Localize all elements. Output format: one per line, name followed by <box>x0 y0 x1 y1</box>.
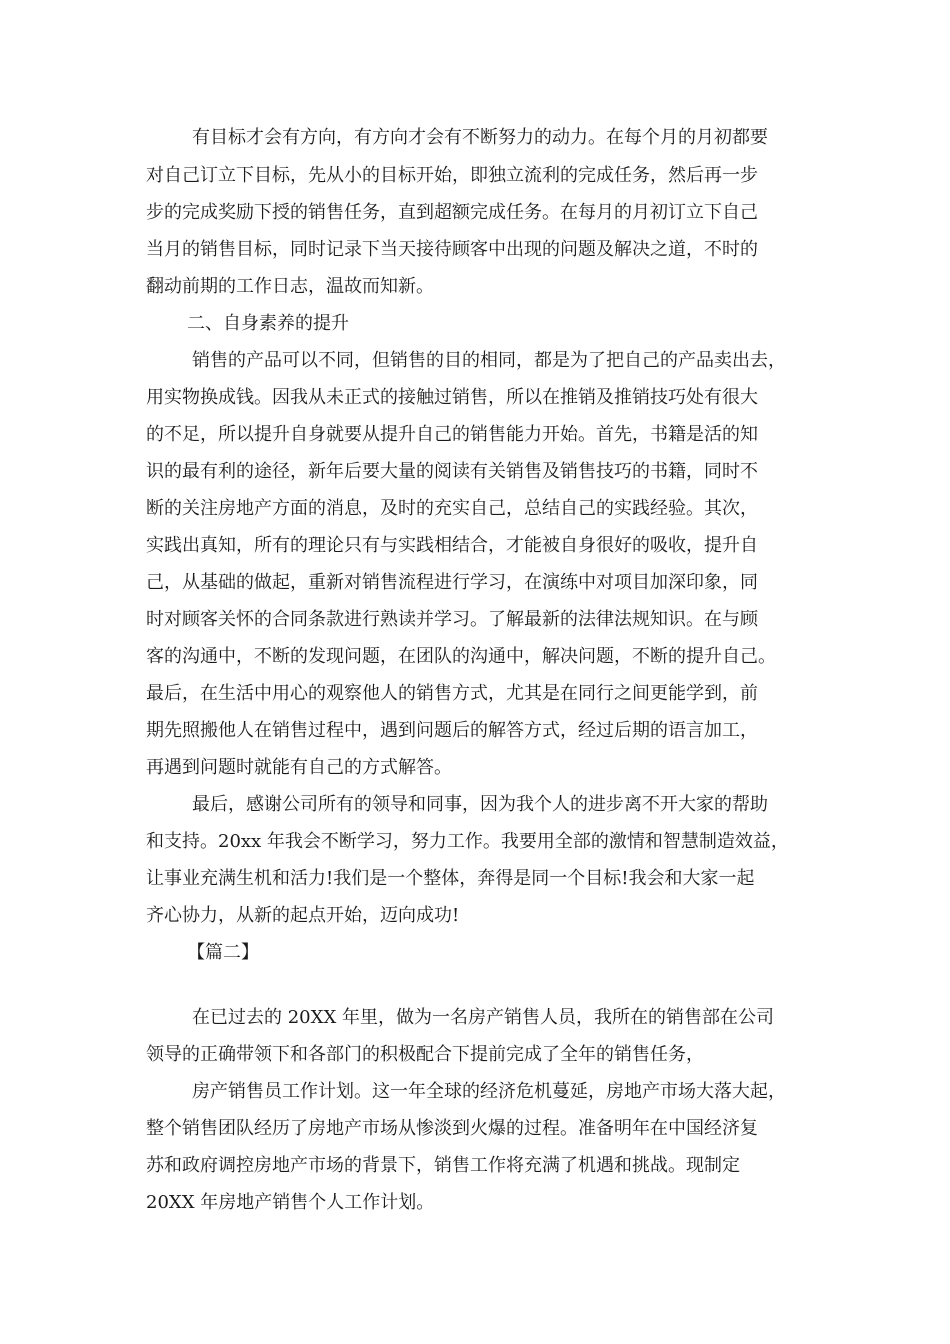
paragraph-plan-line: 20XX 年房地产销售个人工作计划。 <box>146 1192 435 1213</box>
paragraph-goals-line: 翻动前期的工作日志，温故而知新。 <box>146 276 434 297</box>
paragraph-sales-skill-line: 最后，在生活中用心的观察他人的销售方式，尤其是在同行之间更能学到，前 <box>146 683 758 704</box>
paragraph-thanks-line: 让事业充满生机和活力!我们是一个整体，奔得是同一个目标!我会和大家一起 <box>146 868 755 889</box>
paragraph-sales-skill-line: 断的关注房地产方面的消息，及时的充实自己，总结自己的实践经验。其次， <box>146 498 758 519</box>
paragraph-sales-skill-line: 识的最有利的途径，新年后要大量的阅读有关销售及销售技巧的书籍，同时不 <box>146 461 758 482</box>
paragraph-goals-line: 步的完成奖励下授的销售任务，直到超额完成任务。在每月的月初订立下自己 <box>146 202 758 223</box>
section-heading-self-improvement: 二、自身素养的提升 <box>187 313 349 334</box>
paragraph-review-line: 领导的正确带领下和各部门的积极配合下提前完成了全年的销售任务， <box>146 1044 704 1065</box>
paragraph-sales-skill-line: 实践出真知，所有的理论只有与实践相结合，才能被自身很好的吸收，提升自 <box>146 535 758 556</box>
paragraph-goals-line: 对自己订立下目标，先从小的目标开始，即独立流利的完成任务，然后再一步 <box>146 165 758 186</box>
paragraph-sales-skill-line: 时对顾客关怀的合同条款进行熟读并学习。了解最新的法律法规知识。在与顾 <box>146 609 758 630</box>
paragraph-sales-skill-line: 客的沟通中，不断的发现问题，在团队的沟通中，解决问题，不断的提升自己。 <box>146 646 776 667</box>
paragraph-goals-line: 有目标才会有方向，有方向才会有不断努力的动力。在每个月的月初都要 <box>192 127 768 148</box>
section-title-part-two: 【篇二】 <box>187 942 259 963</box>
paragraph-sales-skill-line: 己，从基础的做起，重新对销售流程进行学习，在演练中对项目加深印象，同 <box>146 572 758 593</box>
paragraph-plan-line: 苏和政府调控房地产市场的背景下，销售工作将充满了机遇和挑战。现制定 <box>146 1155 740 1176</box>
paragraph-plan-line: 整个销售团队经历了房地产市场从惨淡到火爆的过程。准备明年在中国经济复 <box>146 1118 758 1139</box>
paragraph-sales-skill-line: 期先照搬他人在销售过程中，遇到问题后的解答方式，经过后期的语言加工， <box>146 720 758 741</box>
paragraph-thanks-line: 最后，感谢公司所有的领导和同事，因为我个人的进步离不开大家的帮助 <box>192 794 768 815</box>
paragraph-sales-skill-line: 销售的产品可以不同，但销售的目的相同，都是为了把自己的产品卖出去， <box>192 350 786 371</box>
paragraph-sales-skill-line: 的不足，所以提升自身就要从提升自己的销售能力开始。首先，书籍是活的知 <box>146 424 758 445</box>
paragraph-sales-skill-line: 再遇到问题时就能有自己的方式解答。 <box>146 757 452 778</box>
paragraph-goals-line: 当月的销售目标，同时记录下当天接待顾客中出现的问题及解决之道，不时的 <box>146 239 758 260</box>
paragraph-sales-skill-line: 用实物换成钱。因我从未正式的接触过销售，所以在推销及推销技巧处有很大 <box>146 387 758 408</box>
paragraph-plan-line: 房产销售员工作计划。这一年全球的经济危机蔓延，房地产市场大落大起， <box>192 1081 786 1102</box>
paragraph-thanks-line: 和支持。20xx 年我会不断学习，努力工作。我要用全部的激情和智慧制造效益， <box>146 831 789 852</box>
paragraph-thanks-line: 齐心协力，从新的起点开始，迈向成功! <box>146 905 460 926</box>
paragraph-review-line: 在已过去的 20XX 年里，做为一名房产销售人员，我所在的销售部在公司 <box>192 1007 774 1028</box>
